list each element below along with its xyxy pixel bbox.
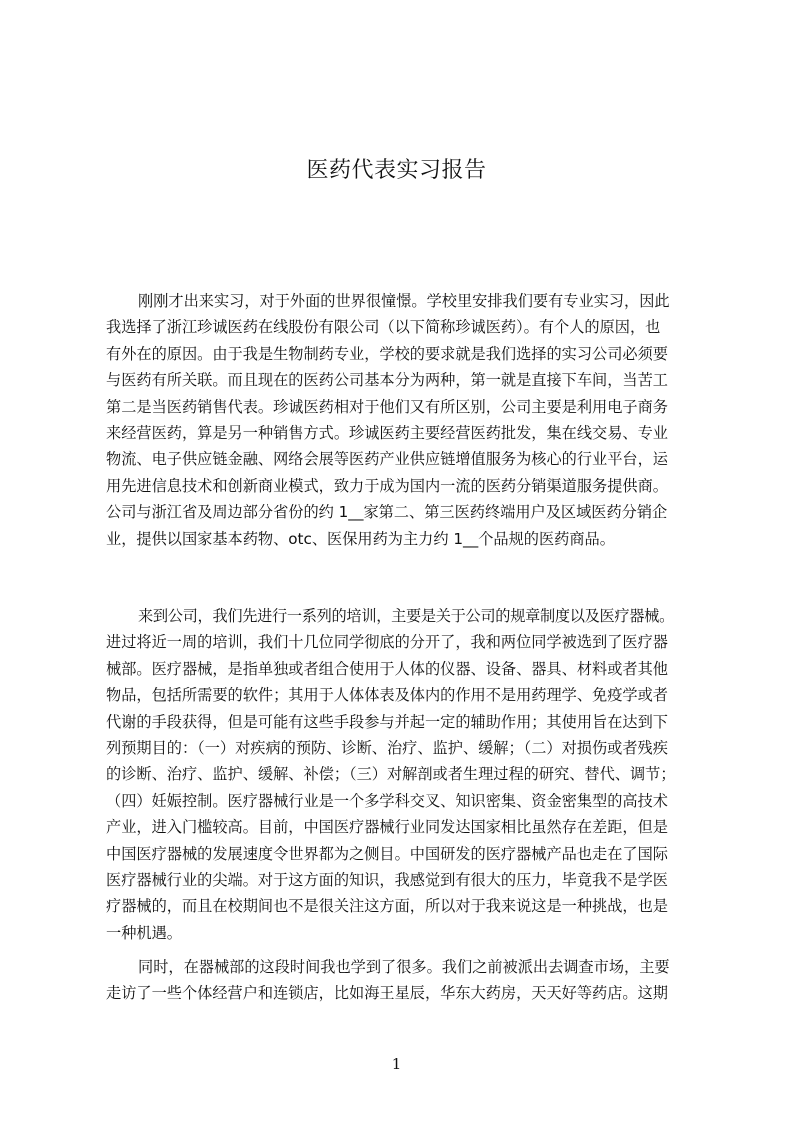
paragraph-line: 来经营医药，算是另一种销售方式。珍诚医药主要经营医药批发，集在线交易、专业 — [106, 424, 668, 443]
document-title: 医药代表实习报告 — [306, 157, 487, 183]
paragraph-line: 我选择了浙江珍诚医药在线股份有限公司（以下简称珍诚医药）。有个人的原因，也 — [106, 318, 661, 337]
paragraph-line: 产业，进入门槛较高。目前，中国医疗器械行业同发达国家相比虽然存在差距，但是 — [106, 818, 668, 837]
paragraph-line: 用先进信息技术和创新商业模式，致力于成为国内一流的医药分销渠道服务提供商。 — [106, 476, 668, 495]
paragraph-line: 物流、电子供应链金融、网络会展等医药产业供应链增值服务为核心的行业平台，运 — [106, 450, 668, 469]
paragraph-3 — [106, 954, 706, 1007]
paragraph-line: 同时，在器械部的这段时间我也学到了很多。我们之前被派出去调查市场，主要 — [138, 958, 670, 976]
paragraph-2 — [106, 603, 706, 946]
paragraph-line: 走访了一些个体经营户和连锁店，比如海王星辰，华东大药房，天天好等药店。这期 — [106, 984, 668, 1003]
page-number: 1 — [391, 1055, 402, 1073]
paragraph-line: 进过将近一周的培训，我们十几位同学彻底的分开了，我和两位同学被选到了医疗器 — [106, 633, 668, 652]
paragraph-line: 第二是当医药销售代表。珍诚医药相对于他们又有所区别，公司主要是利用电子商务 — [106, 397, 668, 416]
paragraph-line: 刚刚才出来实习，对于外面的世界很憧憬。学校里安排我们要有专业实习，因此 — [138, 292, 670, 310]
paragraph-line: 有外在的原因。由于我是生物制药专业，学校的要求就是我们选择的实习公司必须要 — [106, 344, 668, 363]
paragraph-line: 来到公司，我们先进行一系列的培训，主要是关于公司的规章制度以及医疗器械。 — [138, 607, 674, 625]
paragraph-line: （四）妊娠控制。医疗器械行业是一个多学科交叉、知识密集、资金密集型的高技术 — [106, 791, 668, 810]
paragraph-line: 业，提供以国家基本药物、otc、医保用药为主力约 1__个品规的医药商品。 — [106, 529, 615, 548]
paragraph-line: 公司与浙江省及周边部分省份的约 1__家第二、第三医药终端用户及区域医药分销企 — [106, 503, 668, 522]
paragraph-line: 与医药有所关联。而且现在的医药公司基本分为两种，第一就是直接下车间，当苦工 — [106, 371, 668, 390]
paragraph-line: 医疗器械行业的尖端。对于这方面的知识，我感觉到有很大的压力，毕竟我不是学医 — [106, 871, 668, 890]
paragraph-line: 械部。医疗器械，是指单独或者组合使用于人体的仪器、设备、器具、材料或者其他 — [106, 659, 668, 678]
paragraph-line: 的诊断、治疗、监护、缓解、补偿；（三）对解剖或者生理过程的研究、替代、调节； — [106, 765, 676, 784]
paragraph-line: 疗器械的，而且在校期间也不是很关注这方面，所以对于我来说这是一种挑战，也是 — [106, 897, 668, 916]
paragraph-line: 列预期目的：（一）对疾病的预防、诊断、治疗、监护、缓解；（二）对损伤或者残疾 — [106, 739, 668, 758]
paragraph-line: 代谢的手段获得，但是可能有这些手段参与并起一定的辅助作用；其使用旨在达到下 — [106, 712, 668, 731]
paragraph-line: 中国医疗器械的发展速度令世界都为之侧目。中国研发的医疗器械产品也走在了国际 — [106, 844, 668, 863]
paragraph-line: 物品，包括所需要的软件；其用于人体体表及体内的作用不是用药理学、免疫学或者 — [106, 686, 668, 705]
paragraph-1 — [106, 288, 706, 552]
paragraph-line: 一种机遇。 — [106, 923, 182, 942]
